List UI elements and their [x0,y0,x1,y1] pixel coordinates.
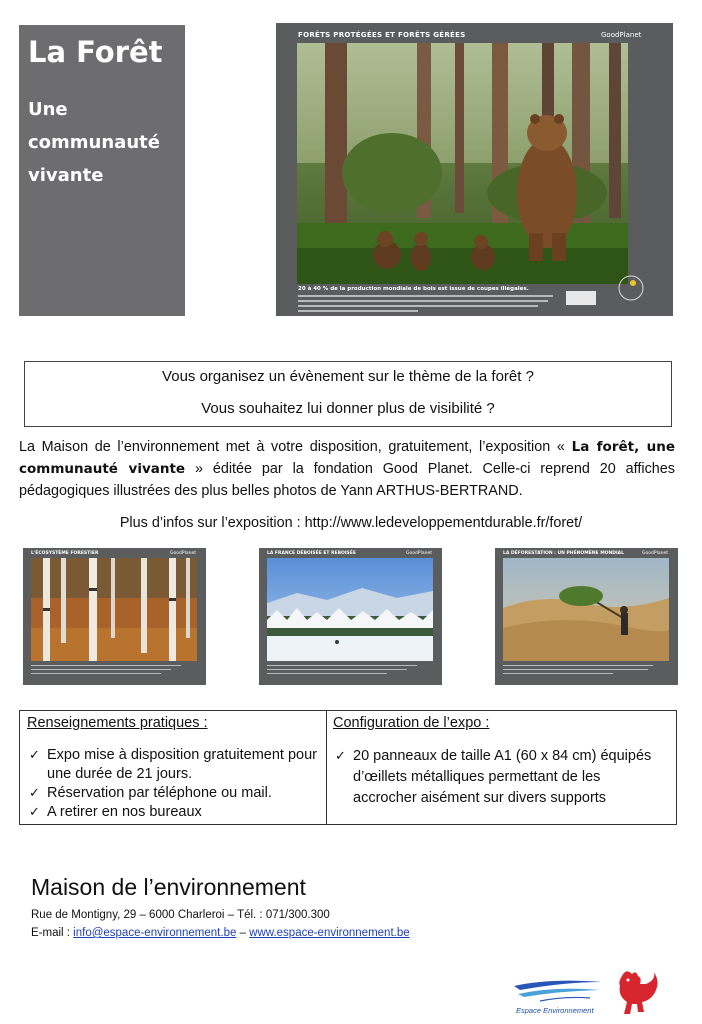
list-item: ✓ A retirer en nos bureaux [29,804,202,820]
question-line-1: Vous organisez un évènement sur le thème de la forêt ? [162,368,534,385]
info-table [19,710,677,825]
poster-text-line [503,665,653,666]
exhibition-title: La forêt, une communauté vivante [19,439,675,477]
practical-info-list [27,746,322,822]
poster-title: FORÊTS PROTÉGÉES ET FORÊTS GÉRÉES [298,31,466,39]
poster-title: LA FRANCE DÉBOISÉE ET REBOISÉE [267,551,356,556]
email-link[interactable]: info@espace-environnement.be [73,927,237,939]
checkmark-icon: ✓ [29,805,40,820]
checkmark-icon: ✓ [29,748,40,763]
deforestation-photo [503,558,669,661]
checkmark-icon: ✓ [335,749,346,764]
poster-text-line [298,310,418,312]
poster-deforestation [495,548,678,685]
poster-text-line [298,295,553,297]
title-panel [19,25,185,316]
poster-text-line [267,669,407,670]
intro-paragraph [19,436,675,502]
organization-contact: E-mail : info@espace-environnement.be – www.espace-environnement.be [31,927,410,939]
espace-environnement-logo [510,972,610,1017]
intro-text-2: » éditée par la fondation Good Planet. Celle-ci reprend 20 affiches pédagogiques illustrées des plus belles photos de Yann ARTHUS-BERTRAND. [19,461,675,499]
main-poster [276,23,673,316]
poster-text-line [298,305,538,307]
swoosh-icon [510,972,610,1006]
poster-title: L'ÉCOSYSTÈME FORESTIER [31,551,99,556]
poster-text-line [267,673,387,674]
goodplanet-logo: GoodPlanet [406,551,432,556]
checkmark-icon: ✓ [29,786,40,801]
goodplanet-globe-icon [616,271,646,305]
configuration-header: Configuration de l’expo : [333,715,490,731]
organization-name: Maison de l’environnement [31,874,306,900]
website-link[interactable]: www.espace-environnement.be [249,927,410,939]
poster-france-deboisee [259,548,442,685]
goodplanet-logo: GoodPlanet [601,31,642,39]
list-item: ✓ 20 panneaux de taille A1 (60 x 84 cm) équipés d’œillets métalliques permettant de les accrocher aisément sur divers supports [335,748,652,806]
poster-text-line [267,665,417,666]
birch-forest-photo [31,558,197,661]
intro-text-1: La Maison de l’environnement met à votre disposition, gratuitement, l’exposition « [19,439,572,455]
page-subtitle: Une communauté vivante [28,99,160,186]
poster-text-line [31,669,171,670]
practical-info-header: Renseignements pratiques : [27,715,208,731]
snowy-forest-photo [267,558,433,661]
poster-text-line [31,673,161,674]
partner-logos [566,291,596,305]
page-title: La Forêt [28,35,163,69]
poster-title: LA DÉFORESTATION : UN PHÉNOMÈNE MONDIAL [503,551,625,556]
list-item: ✓ Réservation par téléphone ou mail. [29,785,272,801]
poster-ecosysteme [23,548,206,685]
espace-logo-label: Espace Environnement [516,1006,594,1015]
question-box [24,361,672,427]
bear-forest-photo [297,43,628,284]
poster-text-line [503,669,648,670]
list-item: ✓ Expo mise à disposition gratuitement pour une durée de 21 jours. [29,747,318,782]
poster-caption: 20 à 40 % de la production mondiale de bois est issue de coupes illégales. [298,286,529,292]
organization-address: Rue de Montigny, 29 – 6000 Charleroi – Tél. : 071/300.300 [31,909,330,921]
wallonia-rooster-icon [612,968,660,1018]
more-info: Plus d’infos sur l’exposition : http://www.ledeveloppementdurable.fr/foret/ [119,515,583,531]
poster-text-line [31,665,181,666]
configuration-list [333,746,668,809]
table-divider [326,711,327,824]
poster-text-line [503,673,613,674]
goodplanet-logo: GoodPlanet [170,551,196,556]
goodplanet-logo: GoodPlanet [642,551,668,556]
poster-text-line [298,300,548,302]
question-line-2: Vous souhaitez lui donner plus de visibilité ? [201,400,495,417]
